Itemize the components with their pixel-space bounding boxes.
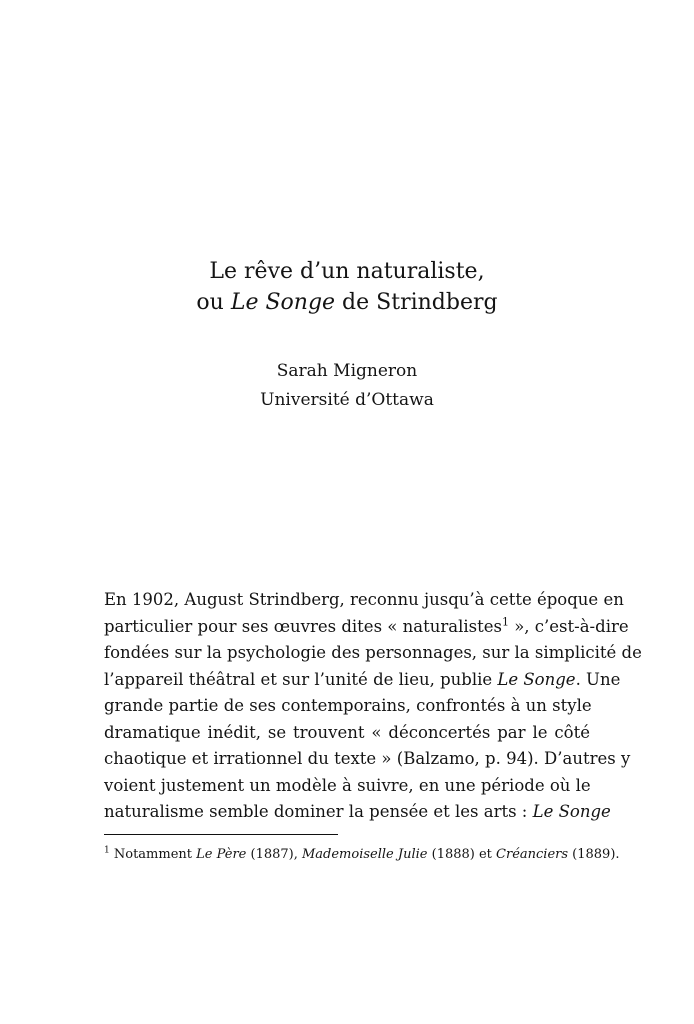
text-segment-italic: Mademoiselle Julie	[301, 847, 428, 862]
text-segment: Notamment	[109, 847, 197, 862]
footnote-marker: 1	[104, 845, 110, 856]
author-name: Sarah Migneron	[276, 361, 418, 381]
article-title	[0, 256, 694, 318]
body-line	[104, 640, 642, 667]
text-segment-italic: Le Songe	[532, 802, 611, 821]
body-paragraph	[104, 587, 642, 826]
title-segment-italic: Le Songe	[230, 290, 336, 315]
body-line	[104, 587, 624, 614]
title-line-2	[0, 287, 694, 318]
text-segment: voient justement un modèle à suivre, en une période où le	[104, 775, 591, 795]
body-line	[104, 693, 590, 720]
footnote-marker: 1	[501, 615, 509, 628]
text-segment-italic: Le Songe	[497, 669, 576, 689]
body-line	[104, 799, 611, 826]
text-segment: naturalisme semble dominer la pensée et les arts :	[104, 802, 533, 821]
title-line-1: Le rêve d’un naturaliste,	[209, 259, 485, 284]
text-segment: . Une	[575, 669, 621, 689]
text-segment: chaotique et irrationnel du texte » (Balzamo, p. 94). D’autres y	[104, 749, 631, 768]
body-line	[104, 614, 629, 641]
author-block	[0, 357, 694, 415]
text-segment: », c’est-à-dire	[508, 616, 629, 636]
body-line	[104, 720, 590, 747]
text-segment: (1887),	[246, 847, 302, 862]
author-affiliation: Université d’Ottawa	[260, 390, 434, 410]
body-line	[104, 773, 590, 800]
text-segment-italic: Le Père	[196, 847, 247, 862]
text-segment: fondées sur la psychologie des personnages, sur la simplicité de	[104, 643, 642, 662]
text-segment: l’appareil théâtral et sur l’unité de lieu, publie	[104, 669, 498, 689]
text-segment: (1889).	[568, 847, 620, 862]
title-segment: de Strindberg	[335, 290, 498, 315]
text-segment: grande partie de ses contemporains, confrontés à un style	[104, 696, 592, 715]
footnote	[104, 845, 620, 865]
text-segment: particulier pour ses œuvres dites « naturalistes	[104, 616, 502, 636]
footnote-separator	[104, 834, 338, 835]
body-line	[104, 746, 631, 773]
text-segment-italic: Créanciers	[496, 847, 569, 862]
title-segment: ou	[196, 290, 231, 315]
text-segment: En 1902, August Strindberg, reconnu jusqu’à cette époque en	[104, 590, 624, 609]
text-segment: dramatique inédit, se trouvent « déconcertés par le côté	[104, 722, 590, 742]
text-segment: (1888) et	[427, 847, 497, 862]
body-line	[104, 667, 621, 694]
